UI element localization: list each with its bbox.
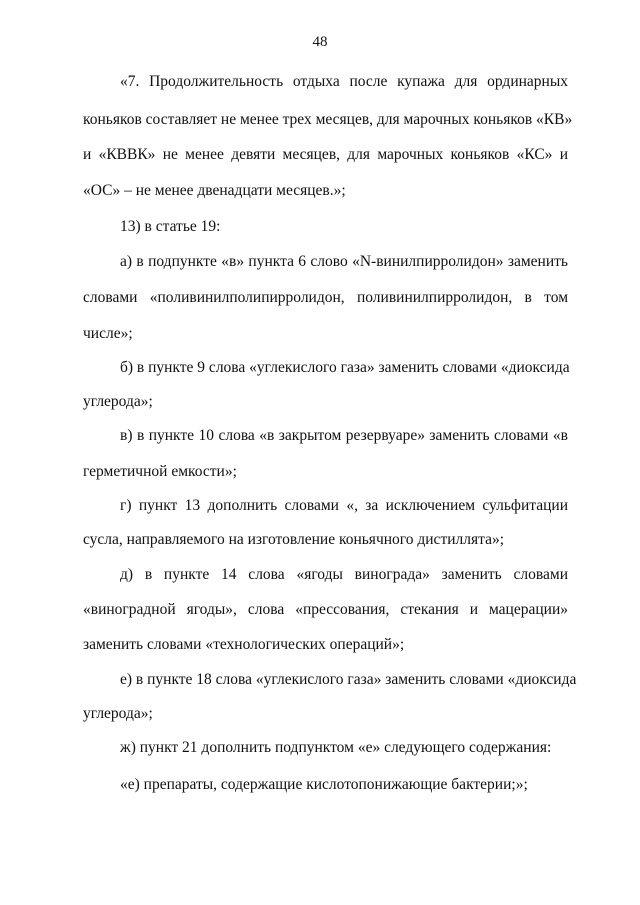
text-line: углерода»;: [83, 393, 153, 410]
text-line: г) пункт 13 дополнить словами «, за исключением сульфитации: [120, 497, 568, 514]
text-line: числе»;: [83, 325, 133, 342]
page-number: 48: [312, 34, 328, 50]
text-line: 13) в статье 19:: [120, 218, 221, 235]
text-line: заменить словами «технологических операций»;: [83, 636, 405, 653]
text-line: «е) препараты, содержащие кислотопонижающие бактерии;»;: [120, 776, 528, 793]
text-line: «ОС» – не менее двенадцати месяцев.»;: [83, 182, 346, 199]
text-line: и «КВВК» не менее девяти месяцев, для марочных коньяков «КС» и: [83, 146, 568, 163]
text-line: ж) пункт 21 дополнить подпунктом «е» следующего содержания:: [120, 739, 552, 756]
text-line: б) в пункте 9 слова «углекислого газа» заменить словами «диоксида: [120, 359, 570, 376]
text-line: углерода»;: [83, 705, 153, 722]
text-line: коньяков составляет не менее трех месяцев, для марочных коньяков «КВ»: [83, 111, 573, 128]
text-line: д) в пункте 14 слова «ягоды винограда» заменить словами: [120, 566, 568, 583]
text-line: «виноградной ягоды», слова «прессования, стекания и мацерации»: [83, 601, 568, 618]
text-line: герметичной емкости»;: [83, 463, 237, 480]
text-line: «7. Продолжительность отдыха после купажа для ординарных: [120, 73, 568, 90]
text-line: сусла, направляемого на изготовление коньячного дистиллята»;: [83, 531, 505, 548]
text-line: словами «поливинилполипирролидон, поливинилпирролидон, в том: [83, 289, 568, 306]
text-line: е) в пункте 18 слова «углекислого газа» заменить словами «диоксида: [120, 671, 577, 688]
text-line: а) в подпункте «в» пункта 6 слово «N-винилпирролидон» заменить: [120, 253, 568, 270]
text-line: в) в пункте 10 слова «в закрытом резервуаре» заменить словами «в: [120, 427, 568, 444]
